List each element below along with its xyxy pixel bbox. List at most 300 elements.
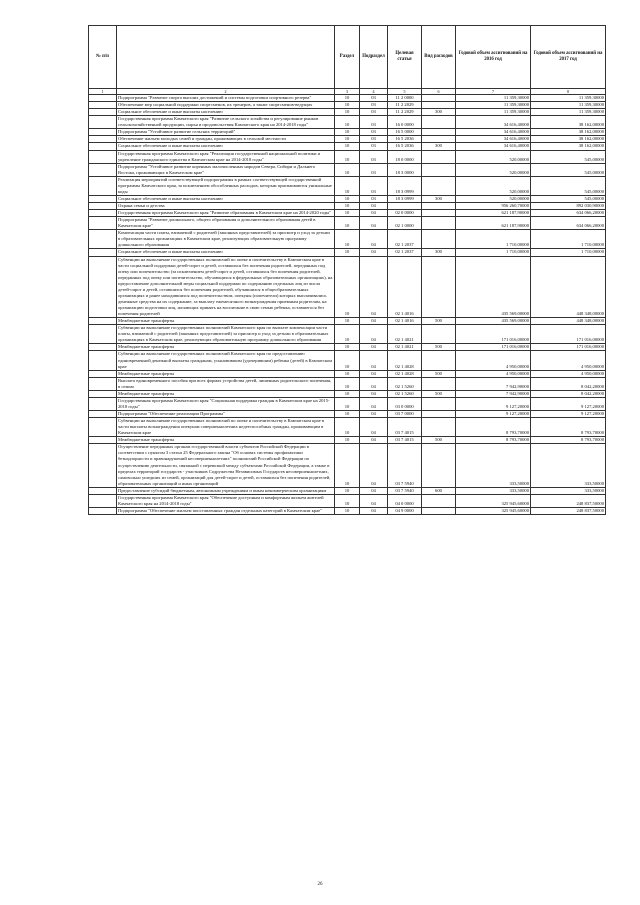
cell-section: 10: [335, 418, 360, 437]
cell-2017: 545,00000: [531, 150, 606, 163]
table-row: [89, 370, 606, 377]
table-row: [89, 203, 606, 210]
cell-section: 10: [335, 507, 360, 514]
cell-subsection: 03: [360, 116, 388, 129]
cell-subsection: 04: [360, 377, 388, 390]
cell-2016: 325 945,60000: [456, 494, 531, 507]
header-target: Целевая статья: [388, 26, 422, 89]
cell-expense-type: [422, 256, 456, 318]
cell-name: Межбюджетные трансферты: [117, 344, 335, 351]
cell-name: Компенсация части платы, взимаемой с родителей (законных представителей) за присмотр и уход за детьми в образовательных организациях в Камчатском крае, реализующих образовательную программу дошкольного образования: [117, 230, 335, 249]
cell-subsection: 04: [360, 318, 388, 325]
cell-target: 02 0 0000: [388, 210, 422, 217]
header-subsection: Подраздел: [360, 26, 388, 89]
cell-2016: 171 016,00000: [456, 325, 531, 344]
column-number: 2: [117, 89, 335, 95]
cell-section: 10: [335, 411, 360, 418]
cell-2016: 333,50000: [456, 444, 531, 487]
cell-target: 03 7 5940: [388, 444, 422, 487]
cell-name: Обеспечение жильем молодых семей и граждан, проживающих в сельской местности: [117, 136, 335, 143]
cell-2016: 4 950,00000: [456, 370, 531, 377]
cell-2016: 520,00000: [456, 150, 531, 163]
table-row: [89, 150, 606, 163]
cell-num: [89, 217, 117, 230]
cell-subsection: 03: [360, 176, 388, 195]
cell-target: 11 2 0000: [388, 95, 422, 102]
cell-num: [89, 397, 117, 410]
cell-expense-type: [422, 217, 456, 230]
cell-subsection: 03: [360, 102, 388, 109]
header-section: Раздел: [335, 26, 360, 89]
cell-expense-type: [422, 411, 456, 418]
table-row: [89, 377, 606, 390]
cell-2016: 171 016,00000: [456, 344, 531, 351]
cell-subsection: 04: [360, 418, 388, 437]
cell-subsection: 04: [360, 351, 388, 370]
cell-expense-type: [422, 136, 456, 143]
cell-expense-type: [422, 351, 456, 370]
cell-num: [89, 230, 117, 249]
cell-num: [89, 444, 117, 487]
table-row: [89, 109, 606, 116]
cell-subsection: 04: [360, 390, 388, 397]
cell-target: 02 1 4028: [388, 370, 422, 377]
cell-name: Социальное обеспечение и иные выплаты населению: [117, 195, 335, 202]
table-row: [89, 116, 606, 129]
table-row: [89, 507, 606, 514]
cell-name: Социальное обеспечение и иные выплаты населению: [117, 249, 335, 256]
cell-num: [89, 437, 117, 444]
cell-name: Субвенции на выполнение государственных полномочий по опеке и попечительству в Камчатском крае в части социальной поддержки детей-сирот и детей, оставшихся без попечения родителей, переданных под опеку или попечительство (за исключением детей-сирот и детей, оставшихся без попечения родителей, переданных под опеку или попечительство, обучающихся в федеральных образовательных организациях), на предоставление дополнительной меры социальной поддержки по содержанию отдельных лиц из числа детей-сирот и детей, оставшихся без попечения родителей, обучавшихся в общеобразовательных организациях и ранее находившихся под попечительством, опекуны (попечители) которых выплачивались денежные средства на их содержание, за выплату ежемесячного вознаграждения приемным родителям, на организацию подготовки лиц, желающих принять на воспитание в свою семью ребенка, оставшегося без попечения родителей: [117, 256, 335, 318]
cell-subsection: 03: [360, 150, 388, 163]
cell-expense-type: 500: [422, 318, 456, 325]
cell-section: 10: [335, 217, 360, 230]
cell-num: [89, 370, 117, 377]
header-expense-type: Вид расходов: [422, 26, 456, 89]
table-row: [89, 344, 606, 351]
cell-num: [89, 102, 117, 109]
cell-2016: 34 616,40000: [456, 143, 531, 150]
cell-2017: 8 793,70000: [531, 418, 606, 437]
cell-num: [89, 487, 117, 494]
cell-2016: 34 616,40000: [456, 116, 531, 129]
table-row: [89, 411, 606, 418]
cell-subsection: 03: [360, 109, 388, 116]
cell-name: Осуществление переданных органам государственной власти субъектов Российской Федерации в соответствии с пунктом 3 статьи 25 Федерального закона "Об основах системы профилактики безнадзорности и правонарушений несовершеннолетних" полномочий Российской Федерации по осуществлению деятельности, связанной с перевозкой между субъектами Российской Федерации, а также в пределах территорий государств - участников Содружества Независимых Государств несовершеннолетних, самовольно ушедших из семей, организаций для детей-сирот и детей, оставшихся без попечения родителей, образовательных организаций и иных организаций: [117, 444, 335, 487]
cell-2017: 38 162,00000: [531, 116, 606, 129]
cell-2017: 545,00000: [531, 176, 606, 195]
cell-target: [388, 203, 422, 210]
cell-2017: 1 710,00000: [531, 249, 606, 256]
table-row: [89, 176, 606, 195]
cell-expense-type: [422, 494, 456, 507]
table-row: [89, 397, 606, 410]
cell-target: 04 9 0000: [388, 507, 422, 514]
cell-name: Субвенции на выполнение государственных полномочий Камчатского края по выплате компенсации части платы, взимаемой с родителей (законных представителей) за присмотр и уход за детьми в образовательных организациях в Камчатском крае, реализующих образовательную программу дошкольного образования: [117, 325, 335, 344]
cell-section: 10: [335, 397, 360, 410]
cell-2016: 11 359,30000: [456, 95, 531, 102]
cell-section: 10: [335, 163, 360, 176]
cell-name: Государственная программа Камчатского края "Реализация государственной национальной политики и укрепление гражданского единства в Камчатском крае на 2014-2018 годы": [117, 150, 335, 163]
cell-target: 02 1 2037: [388, 230, 422, 249]
cell-2016: 520,00000: [456, 195, 531, 202]
cell-section: 10: [335, 143, 360, 150]
header-name: [117, 26, 335, 89]
cell-target: 03 0 0000: [388, 397, 422, 410]
cell-num: [89, 418, 117, 437]
cell-2016: 621 187,90000: [456, 210, 531, 217]
column-number: 5: [388, 89, 422, 95]
cell-section: 10: [335, 256, 360, 318]
cell-2017: 9 127,20000: [531, 411, 606, 418]
cell-target: 18 0 0000: [388, 150, 422, 163]
cell-subsection: 03: [360, 143, 388, 150]
cell-target: 18 3 0000: [388, 163, 422, 176]
cell-num: [89, 136, 117, 143]
cell-num: [89, 203, 117, 210]
column-number: 1: [89, 89, 117, 95]
header-num: № п/п: [89, 26, 117, 89]
cell-subsection: 04: [360, 507, 388, 514]
cell-2016: 7 942,90000: [456, 377, 531, 390]
cell-2016: 1 710,00000: [456, 230, 531, 249]
cell-2017: 448 348,00000: [531, 318, 606, 325]
table-row: [89, 418, 606, 437]
cell-subsection: 04: [360, 494, 388, 507]
table-row: [89, 249, 606, 256]
cell-expense-type: [422, 129, 456, 136]
cell-2016: 435 569,00000: [456, 256, 531, 318]
cell-num: [89, 377, 117, 390]
cell-2017: 545,00000: [531, 195, 606, 202]
table-row: [89, 444, 606, 487]
cell-2017: 248 837,50000: [531, 507, 606, 514]
page-number: 26: [317, 882, 323, 887]
cell-2017: 4 950,00000: [531, 370, 606, 377]
cell-name: Межбюджетные трансферты: [117, 437, 335, 444]
cell-num: [89, 249, 117, 256]
cell-num: [89, 494, 117, 507]
table-row: [89, 143, 606, 150]
cell-section: 10: [335, 109, 360, 116]
cell-section: 10: [335, 116, 360, 129]
cell-2016: 7 942,90000: [456, 390, 531, 397]
cell-expense-type: 500: [422, 344, 456, 351]
cell-subsection: 04: [360, 325, 388, 344]
cell-2017: 8 042,20000: [531, 390, 606, 397]
cell-target: 02 1 4016: [388, 318, 422, 325]
cell-num: [89, 325, 117, 344]
table-row: [89, 230, 606, 249]
cell-num: [89, 116, 117, 129]
cell-target: 16 5 2036: [388, 143, 422, 150]
cell-2016: 11 359,30000: [456, 102, 531, 109]
column-number: 4: [360, 89, 388, 95]
table-header-row: [89, 26, 606, 89]
cell-2017: 333,50000: [531, 487, 606, 494]
cell-section: 10: [335, 444, 360, 487]
cell-section: 10: [335, 318, 360, 325]
cell-2017: 11 359,30000: [531, 95, 606, 102]
cell-name: Обеспечение мер социальной поддержки спортсменов, их тренеров, а также спортсменов-ведущих: [117, 102, 335, 109]
cell-section: 10: [335, 494, 360, 507]
cell-target: 02 1 4028: [388, 351, 422, 370]
cell-expense-type: [422, 203, 456, 210]
cell-subsection: 04: [360, 249, 388, 256]
cell-name: Подпрограмма "Устойчивое развитие сельских территорий": [117, 129, 335, 136]
cell-expense-type: 300: [422, 109, 456, 116]
cell-expense-type: [422, 418, 456, 437]
cell-2016: 11 359,30000: [456, 109, 531, 116]
column-number: 3: [335, 89, 360, 95]
cell-expense-type: [422, 444, 456, 487]
cell-2016: 4 950,00000: [456, 351, 531, 370]
cell-subsection: 03: [360, 95, 388, 102]
cell-expense-type: 500: [422, 370, 456, 377]
cell-section: 10: [335, 377, 360, 390]
cell-subsection: 04: [360, 487, 388, 494]
cell-name: Межбюджетные трансферты: [117, 390, 335, 397]
cell-target: 02 1 4021: [388, 325, 422, 344]
cell-2016: 520,00000: [456, 176, 531, 195]
cell-target: 02 1 2037: [388, 249, 422, 256]
cell-section: 10: [335, 210, 360, 217]
table-row: [89, 390, 606, 397]
cell-subsection: 04: [360, 256, 388, 318]
cell-2017: 8 042,20000: [531, 377, 606, 390]
cell-name: Предоставление субсидий бюджетным, автономным учреждениям и иным некоммерческим организациям: [117, 487, 335, 494]
cell-num: [89, 95, 117, 102]
cell-section: 10: [335, 176, 360, 195]
cell-2017: 38 162,00000: [531, 143, 606, 150]
column-number: 6: [422, 89, 456, 95]
cell-target: 18 3 0999: [388, 195, 422, 202]
cell-section: 10: [335, 203, 360, 210]
cell-name: Подпрограмма "Устойчивое развитие коренных малочисленных народов Севера, Сибири и Дальнего Востока, проживающих в Камчатском крае": [117, 163, 335, 176]
cell-subsection: 03: [360, 195, 388, 202]
cell-num: [89, 143, 117, 150]
cell-expense-type: [422, 102, 456, 109]
cell-target: 03 7 4015: [388, 437, 422, 444]
cell-name: Реализация мероприятий соответствующей подпрограммы в рамках соответствующей государственной программы Камчатского края, за исключением обособленных расходов, которым присваиваются уникальные коды: [117, 176, 335, 195]
cell-expense-type: [422, 163, 456, 176]
table-row: [89, 318, 606, 325]
cell-2017: 333,50000: [531, 444, 606, 487]
cell-2017: 171 016,00000: [531, 325, 606, 344]
cell-name: Межбюджетные трансферты: [117, 318, 335, 325]
cell-target: 16 5 2036: [388, 136, 422, 143]
cell-name: Подпрограмма "Обеспечение реализации Программы": [117, 411, 335, 418]
cell-target: 04 0 0000: [388, 494, 422, 507]
table-row: [89, 325, 606, 344]
column-number: 7: [456, 89, 531, 95]
cell-2017: 448 348,00000: [531, 256, 606, 318]
cell-num: [89, 411, 117, 418]
cell-expense-type: [422, 377, 456, 390]
cell-2017: 634 066,20000: [531, 210, 606, 217]
cell-2016: 8 793,70000: [456, 418, 531, 437]
cell-target: 16 5 0000: [388, 129, 422, 136]
table-row: [89, 210, 606, 217]
cell-section: 10: [335, 230, 360, 249]
cell-subsection: 04: [360, 230, 388, 249]
cell-target: 03 7 5940: [388, 487, 422, 494]
cell-name: Государственная программа Камчатского края "Обеспечение доступным и комфортным жильем жителей Камчатского края на 2014-2018 годы": [117, 494, 335, 507]
cell-2016: 34 616,40000: [456, 129, 531, 136]
cell-expense-type: [422, 150, 456, 163]
cell-expense-type: [422, 325, 456, 344]
cell-num: [89, 129, 117, 136]
table-row: [89, 136, 606, 143]
cell-num: [89, 150, 117, 163]
table-row: [89, 163, 606, 176]
cell-2017: 4 950,00000: [531, 351, 606, 370]
cell-2017: 8 793,70000: [531, 437, 606, 444]
cell-num: [89, 176, 117, 195]
cell-2016: 621 187,90000: [456, 217, 531, 230]
cell-expense-type: [422, 176, 456, 195]
cell-num: [89, 195, 117, 202]
cell-num: [89, 344, 117, 351]
cell-name: Подпрограмма "Обеспечение жильем nпоставленных граждан отдельных категорий в Камчатском крае": [117, 507, 335, 514]
cell-expense-type: [422, 507, 456, 514]
cell-subsection: 03: [360, 129, 388, 136]
cell-name: Социальное обеспечение и иные выплаты населению: [117, 109, 335, 116]
cell-section: 10: [335, 136, 360, 143]
cell-num: [89, 351, 117, 370]
cell-name: Государственная программа Камчатского края "Развитие сельского хозяйства и регулирование рынков сельскохозяйственной продукции, сырья и продовольствия Камчатского края на 2014-2018 годы": [117, 116, 335, 129]
cell-expense-type: 300: [422, 249, 456, 256]
table-row: [89, 437, 606, 444]
cell-section: 10: [335, 437, 360, 444]
cell-expense-type: [422, 116, 456, 129]
table-body: [89, 89, 606, 515]
cell-subsection: 04: [360, 344, 388, 351]
cell-num: [89, 507, 117, 514]
cell-2017: 11 359,30000: [531, 109, 606, 116]
cell-2016: 325 945,60000: [456, 507, 531, 514]
cell-2017: 9 127,20000: [531, 397, 606, 410]
cell-2016: 34 616,40000: [456, 136, 531, 143]
column-number: 8: [531, 89, 606, 95]
cell-2017: 38 162,00000: [531, 129, 606, 136]
cell-2016: 9 127,20000: [456, 397, 531, 410]
cell-section: 10: [335, 390, 360, 397]
cell-expense-type: 500: [422, 390, 456, 397]
cell-2017: 171 016,00000: [531, 344, 606, 351]
cell-subsection: 04: [360, 217, 388, 230]
cell-expense-type: 300: [422, 195, 456, 202]
cell-target: 02 1 5260: [388, 390, 422, 397]
cell-2017: 1 710,00000: [531, 230, 606, 249]
cell-2016: 8 793,70000: [456, 437, 531, 444]
table-row: [89, 95, 606, 102]
cell-2016: 333,50000: [456, 487, 531, 494]
cell-expense-type: 600: [422, 487, 456, 494]
cell-name: Охрана семьи и детства: [117, 203, 335, 210]
cell-2016: 435 569,00000: [456, 318, 531, 325]
cell-num: [89, 109, 117, 116]
cell-2017: 11 359,30000: [531, 102, 606, 109]
header-2017: Годовой объем ассигнований на 2017 год: [531, 26, 606, 89]
cell-num: [89, 390, 117, 397]
cell-section: 10: [335, 351, 360, 370]
cell-section: 10: [335, 249, 360, 256]
cell-expense-type: [422, 230, 456, 249]
cell-name: Государственная программа Камчатского края "Развитие образования в Камчатском крае на 2014-2020 годы": [117, 210, 335, 217]
cell-name: Подпрограмма "Развитие дошкольного, общего образования и дополнительного образования детей в Камчатском крае": [117, 217, 335, 230]
cell-section: 10: [335, 487, 360, 494]
cell-expense-type: [422, 95, 456, 102]
cell-num: [89, 210, 117, 217]
cell-target: 03 7 4015: [388, 418, 422, 437]
table-row: [89, 351, 606, 370]
cell-target: 11 2 2029: [388, 109, 422, 116]
cell-section: 10: [335, 344, 360, 351]
cell-expense-type: [422, 210, 456, 217]
cell-section: 10: [335, 150, 360, 163]
cell-subsection: 04: [360, 397, 388, 410]
cell-name: Субвенции на выполнение государственных полномочий Камчатского края по предоставлению единовременной денежной выплаты гражданам, усыновившим (удочерившим) ребенка (детей) в Камчатском крае: [117, 351, 335, 370]
cell-target: 02 1 4021: [388, 344, 422, 351]
cell-subsection: 03: [360, 136, 388, 143]
cell-2016: 1 710,00000: [456, 249, 531, 256]
cell-name: Государственная программа Камчатского края "Социальная поддержка граждан в Камчатском крае на 2015-2018 годы": [117, 397, 335, 410]
cell-target: 18 3 0999: [388, 176, 422, 195]
cell-name: Межбюджетные трансферты: [117, 370, 335, 377]
cell-2017: 892 030,90000: [531, 203, 606, 210]
cell-subsection: 03: [360, 163, 388, 176]
cell-target: 16 0 0000: [388, 116, 422, 129]
cell-name: Выплата единовременного пособия при всех формах устройства детей, лишенных родительского попечения, в семью: [117, 377, 335, 390]
cell-num: [89, 163, 117, 176]
cell-target: 02 1 0000: [388, 217, 422, 230]
cell-subsection: 04: [360, 444, 388, 487]
cell-2016: 956 260,70000: [456, 203, 531, 210]
table-row: [89, 102, 606, 109]
cell-num: [89, 256, 117, 318]
table-row: [89, 129, 606, 136]
cell-section: 10: [335, 102, 360, 109]
cell-subsection: 04: [360, 370, 388, 377]
cell-num: [89, 318, 117, 325]
cell-section: 10: [335, 370, 360, 377]
cell-name: Социальное обеспечение и иные выплаты населению: [117, 143, 335, 150]
cell-section: 10: [335, 195, 360, 202]
cell-2017: 248 837,50000: [531, 494, 606, 507]
table-row: [89, 217, 606, 230]
cell-section: 10: [335, 325, 360, 344]
cell-expense-type: 500: [422, 437, 456, 444]
cell-target: 02 1 4016: [388, 256, 422, 318]
table-row: [89, 256, 606, 318]
cell-2016: 520,00000: [456, 163, 531, 176]
table-row: [89, 195, 606, 202]
cell-section: 10: [335, 95, 360, 102]
budget-table: [88, 25, 606, 515]
cell-name: Субвенции на выполнение государственных полномочий по опеке и попечительству в Камчатском крае в части выплаты вознаграждения опекунам совершеннолетних недееспособных граждан, проживающим в Камчатском крае: [117, 418, 335, 437]
cell-2016: 9 127,20000: [456, 411, 531, 418]
cell-subsection: 04: [360, 437, 388, 444]
cell-subsection: 04: [360, 203, 388, 210]
cell-section: 10: [335, 129, 360, 136]
cell-2017: 38 162,00000: [531, 136, 606, 143]
table-row: [89, 494, 606, 507]
cell-target: 02 1 5260: [388, 377, 422, 390]
header-2016: Годовой объем ассигнований на 2016 год: [456, 26, 531, 89]
table-row: [89, 487, 606, 494]
cell-expense-type: 300: [422, 143, 456, 150]
